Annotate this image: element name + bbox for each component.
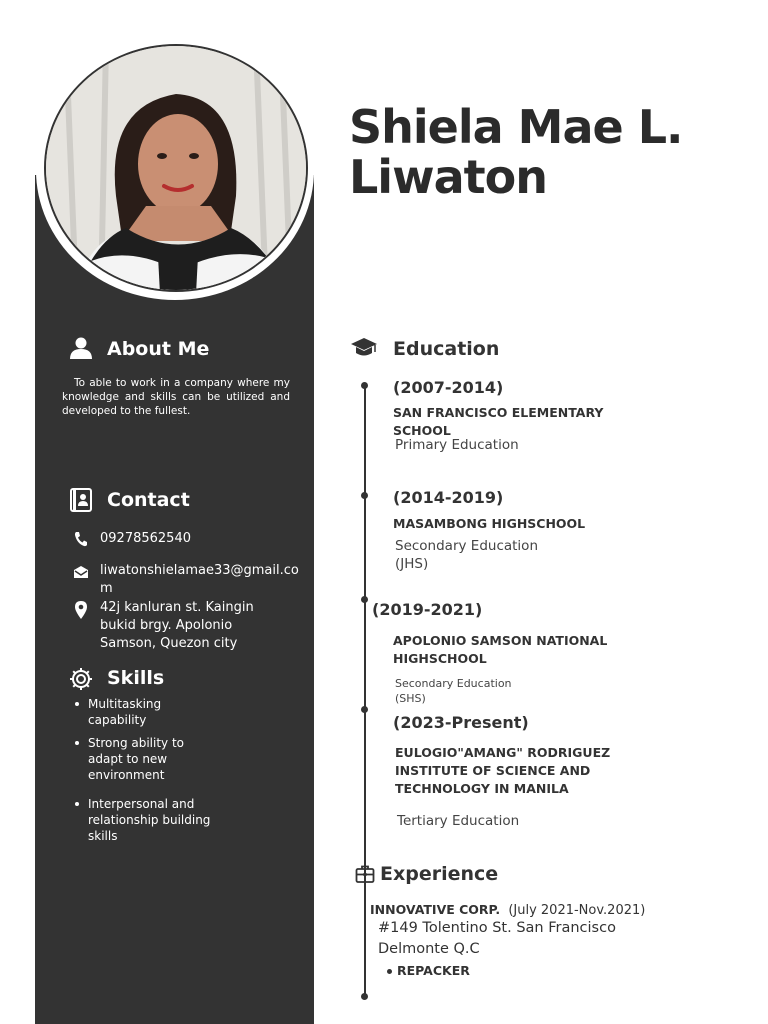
contact-title: Contact [107, 489, 190, 511]
company-name: INNOVATIVE CORP. [370, 902, 501, 917]
job-role [387, 962, 470, 980]
education-years: (2007-2014) [393, 378, 504, 397]
name-line-2: Liwaton [349, 150, 547, 204]
timeline-line [364, 384, 366, 997]
timeline-dot [361, 706, 368, 713]
job-role-label: REPACKER [397, 963, 470, 978]
employment-period: (July 2021-Nov.2021) [508, 903, 646, 918]
education-title: Education [393, 338, 500, 360]
skill-item: Strong ability to adapt to new environment [62, 735, 198, 783]
phone-icon [74, 531, 88, 547]
candidate-name [349, 102, 682, 202]
graduation-cap-icon [350, 337, 378, 359]
timeline-dot [361, 492, 368, 499]
profile-photo [44, 44, 308, 292]
company-address: #149 Tolentino St. San Francisco Delmonte Q.C [378, 920, 616, 957]
bullet-icon [387, 969, 392, 974]
experience-title: Experience [380, 863, 499, 885]
about-text: To able to work in a company where my knowledge and skills can be utilized and developed to the fullest. [62, 377, 290, 417]
mail-icon [73, 565, 89, 579]
user-icon [69, 337, 93, 359]
about-title: About Me [107, 338, 210, 360]
skill-item: Interpersonal and relationship building skills [62, 796, 228, 844]
education-years: (2019-2021) [372, 600, 483, 619]
education-level: Tertiary Education [397, 813, 520, 829]
email-address[interactable]: liwatonshielamae33@gmail.com [100, 563, 299, 596]
profile-portrait [46, 46, 308, 292]
school-name: APOLONIO SAMSON NATIONAL HIGHSCHOOL [393, 633, 608, 666]
school-name: EULOGIO"AMANG" RODRIGUEZ INSTITUTE OF SCIENCE AND TECHNOLOGY IN MANILA [395, 745, 611, 796]
home-address: 42j kanluran st. Kaingin bukid brgy. Apolonio Samson, Quezon city [100, 600, 254, 651]
timeline-dot [361, 382, 368, 389]
briefcase-icon [355, 864, 375, 884]
education-level: Secondary Education (SHS) [395, 677, 512, 705]
school-name: SAN FRANCISCO ELEMENTARY SCHOOL [393, 405, 604, 438]
timeline-dot [361, 596, 368, 603]
education-years: (2023-Present) [393, 713, 529, 732]
gear-icon [69, 667, 93, 691]
skill-item: Multitasking capability [62, 696, 188, 728]
education-level: Primary Education [395, 437, 519, 453]
education-level: Secondary Education (JHS) [395, 538, 538, 572]
education-years: (2014-2019) [393, 488, 504, 507]
phone-number[interactable]: 09278562540 [100, 531, 191, 546]
contact-book-icon [70, 488, 92, 512]
skills-list [62, 696, 252, 844]
timeline-dot [361, 993, 368, 1000]
school-name: MASAMBONG HIGHSCHOOL [393, 516, 586, 531]
name-line-1: Shiela Mae L. [349, 100, 683, 154]
skills-title: Skills [107, 667, 165, 689]
location-pin-icon [74, 600, 88, 620]
